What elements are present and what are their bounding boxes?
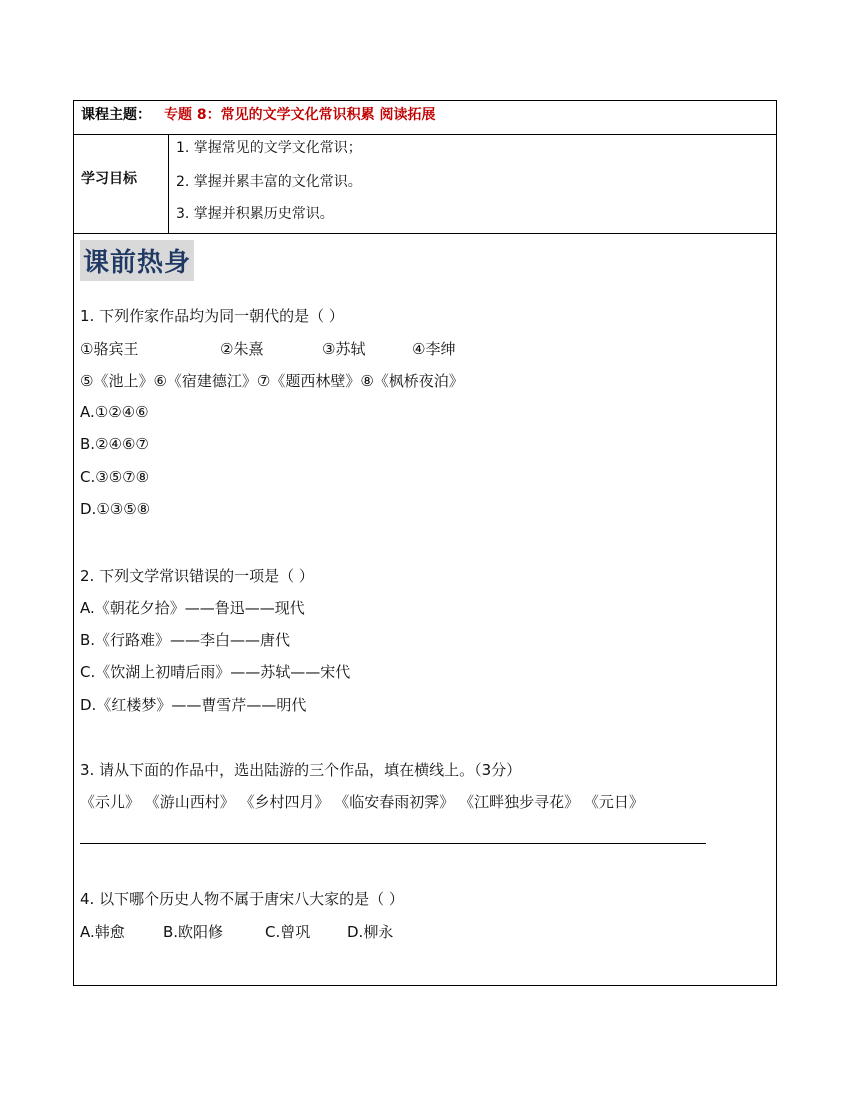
- q2-option-a: A.《朝花夕拾》——鲁迅——现代: [80, 599, 305, 617]
- topic-label: 课程主题：: [81, 107, 151, 123]
- q1-authors: [80, 338, 455, 359]
- answer-blank-line[interactable]: [80, 843, 706, 844]
- q1-option-a: A.①②④⑥: [80, 403, 149, 421]
- q4-option: D.柳永: [347, 923, 394, 941]
- q2-option-d: D.《红楼梦》——曹雪芹——明代: [80, 696, 307, 714]
- q3-works: 《示儿》 《游山西村》 《乡村四月》 《临安春雨初霁》 《江畔独步寻花》 《元日》: [80, 793, 644, 811]
- topic-row: [74, 101, 776, 135]
- goal-item: 3. 掌握并积累历史常识。: [176, 206, 334, 222]
- section-title: 课前热身: [80, 240, 194, 281]
- q2-option-c: C.《饮湖上初晴后雨》——苏轼——宋代: [80, 663, 351, 681]
- q1-option-b: B.②④⑥⑦: [80, 435, 149, 453]
- q1-stem: 1. 下列作家作品均为同一朝代的是（ ）: [80, 307, 344, 325]
- q4-option: B.欧阳修: [163, 923, 224, 941]
- q1-author: ①骆宾王: [80, 340, 139, 358]
- q1-author: ④李绅: [412, 340, 456, 358]
- q1-works: ⑤《池上》⑥《宿建德江》⑦《题西林壁》⑧《枫桥夜泊》: [80, 372, 464, 390]
- q3-stem: 3. 请从下面的作品中，选出陆游的三个作品，填在横线上。（3分）: [80, 761, 522, 779]
- goal-item: 2. 掌握并累丰富的文化常识。: [176, 174, 362, 190]
- topic-title: 专题 8：常见的文学文化常识积累 阅读拓展: [164, 107, 436, 123]
- goals-label: 学习目标: [81, 171, 137, 187]
- q4-option: C.曾巩: [265, 923, 311, 941]
- q2-stem: 2. 下列文学常识错误的一项是（ ）: [80, 567, 314, 585]
- goals-row: [74, 135, 776, 234]
- q4-stem: 4. 以下哪个历史人物不属于唐宋八大家的是（ ）: [80, 890, 404, 908]
- goals-label-cell: [74, 135, 169, 233]
- q1-option-d: D.①③⑤⑧: [80, 500, 151, 518]
- worksheet-table: [73, 100, 777, 986]
- q1-author: ③苏轼: [322, 340, 366, 358]
- q1-author: ②朱熹: [220, 340, 264, 358]
- q2-option-b: B.《行路难》——李白——唐代: [80, 631, 291, 649]
- q1-option-c: C.③⑤⑦⑧: [80, 468, 150, 486]
- q4-option: A.韩愈: [80, 923, 125, 941]
- goal-item: 1. 掌握常见的文学文化常识；: [176, 140, 362, 156]
- q4-options: [80, 921, 393, 942]
